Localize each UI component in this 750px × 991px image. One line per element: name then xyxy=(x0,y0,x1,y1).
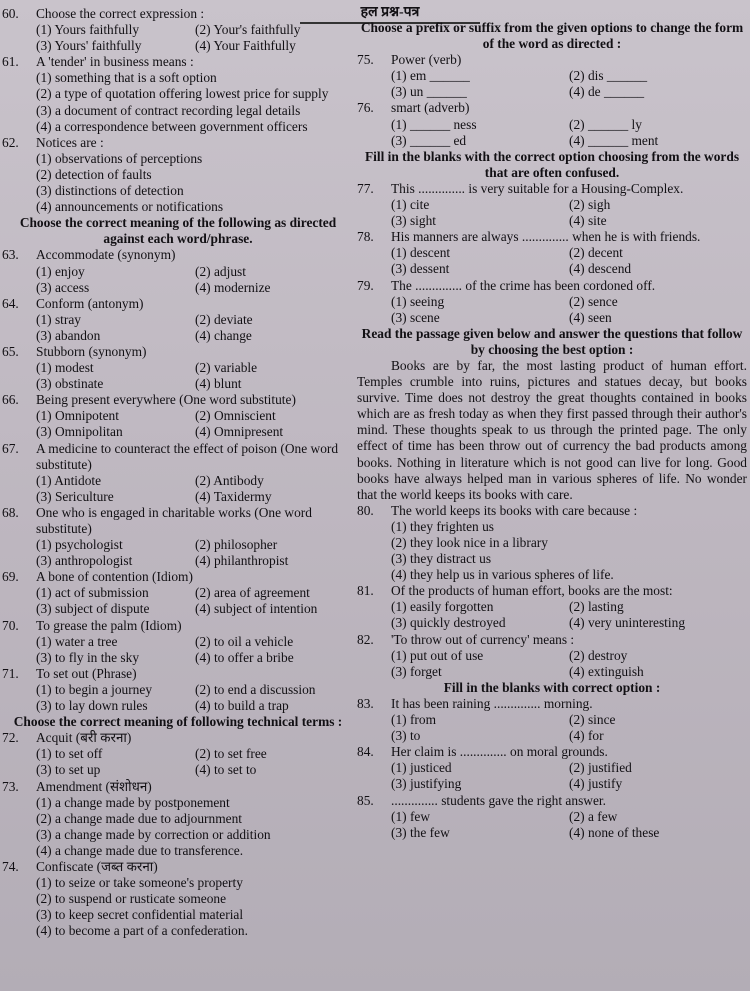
option: (1) Yours faithfully xyxy=(36,22,140,38)
option: (1) Omnipotent xyxy=(36,408,119,424)
question-number: 76. xyxy=(357,100,374,116)
question-number: 85. xyxy=(357,792,374,808)
option: (1) Antidote xyxy=(36,472,102,488)
option: (4) seen xyxy=(569,309,612,325)
option: (3) to xyxy=(391,728,421,744)
option: (2) sigh xyxy=(569,197,611,213)
option: (3) forget xyxy=(391,663,442,679)
option: (1) ______ ness xyxy=(391,116,477,132)
question-74 xyxy=(2,859,354,875)
option: (1) a change made by postponement xyxy=(36,794,230,810)
option: (2) sence xyxy=(569,293,618,309)
option: (1) few xyxy=(391,808,431,824)
question-number: 68. xyxy=(2,504,19,520)
options-82 xyxy=(357,648,747,680)
option: (3) Yours' faithfully xyxy=(36,38,142,54)
option: (2) area of agreement xyxy=(195,585,310,601)
option: (3) to set up xyxy=(36,762,101,778)
option: (1) to set off xyxy=(36,746,103,762)
section-heading: Fill in the blanks with the correct option choosing from the words that are often confused. xyxy=(364,148,740,180)
option: (3) Sericulture xyxy=(36,488,114,504)
option: (3) justifying xyxy=(391,776,462,792)
option: (2) a few xyxy=(569,808,618,824)
question-text: Of the products of human effort, books are the most: xyxy=(391,583,673,599)
option: (4) to become a part of a confederation. xyxy=(36,923,248,939)
option: (2) to set free xyxy=(195,746,267,762)
options-63 xyxy=(2,264,354,296)
question-number: 81. xyxy=(357,583,374,599)
question-80 xyxy=(357,503,747,519)
question-text: To grease the palm (Idiom) xyxy=(36,617,182,633)
question-66 xyxy=(2,392,354,408)
option: (1) easily forgotten xyxy=(391,599,494,615)
options-66 xyxy=(2,408,354,440)
right-column xyxy=(357,6,747,841)
option: (1) stray xyxy=(36,311,81,327)
option: (1) descent xyxy=(391,245,451,261)
option: (3) sight xyxy=(391,213,437,229)
option: (4) a correspondence between government officers xyxy=(36,118,308,134)
option: (3) dessent xyxy=(391,261,450,277)
option: (4) subject of intention xyxy=(195,601,318,617)
option: (1) cite xyxy=(391,197,430,213)
option: (2) since xyxy=(569,712,616,728)
option: (2) they look nice in a library xyxy=(391,535,548,550)
option: (1) from xyxy=(391,712,436,728)
question-text: A 'tender' in business means : xyxy=(36,54,194,70)
question-number: 67. xyxy=(2,440,19,456)
option: (2) destroy xyxy=(569,647,628,663)
question-60 xyxy=(2,6,354,22)
options-75 xyxy=(357,68,747,100)
section-heading: Choose the correct meaning of the following as directed against each word/phrase. xyxy=(19,215,337,247)
option: (4) to build a trap xyxy=(195,698,289,714)
option: (3) ______ ed xyxy=(391,132,467,148)
option: (4) Omnipresent xyxy=(195,424,284,440)
question-number: 66. xyxy=(2,392,19,408)
option: (2) deviate xyxy=(195,311,253,327)
option: (4) de ______ xyxy=(569,84,645,100)
question-text: This .............. is very suitable for a Housing-Complex. xyxy=(391,180,684,196)
options-62 xyxy=(2,151,354,215)
option: (2) a change made due to adjournment xyxy=(36,810,242,826)
option: (2) detection of faults xyxy=(36,166,152,182)
question-number: 78. xyxy=(357,229,374,245)
question-text: Being present everywhere (One word substitute) xyxy=(36,392,296,408)
option: (2) dis ______ xyxy=(569,68,648,84)
option: (4) to set to xyxy=(195,762,257,778)
option: (3) abandon xyxy=(36,327,101,343)
question-number: 79. xyxy=(357,277,374,293)
question-63 xyxy=(2,247,354,263)
question-number: 62. xyxy=(2,134,19,150)
question-text: One who is engaged in charitable works (One word substitute) xyxy=(36,504,312,536)
options-68 xyxy=(2,537,354,569)
question-79 xyxy=(357,278,747,294)
question-text: Amendment (संशोधन) xyxy=(36,778,152,794)
options-85 xyxy=(357,809,747,841)
question-text: Accommodate (synonym) xyxy=(36,247,176,263)
options-77 xyxy=(357,197,747,229)
option: (2) to suspend or rusticate someone xyxy=(36,891,227,907)
question-62 xyxy=(2,135,354,151)
options-83 xyxy=(357,712,747,744)
question-text: smart (adverb) xyxy=(391,100,470,116)
option: (1) seeing xyxy=(391,293,445,309)
option: (1) psychologist xyxy=(36,537,123,553)
option: (4) philanthropist xyxy=(195,553,289,569)
option: (1) modest xyxy=(36,360,94,376)
option: (4) blunt xyxy=(195,376,242,392)
options-79 xyxy=(357,294,747,326)
option: (4) modernize xyxy=(195,279,271,295)
question-84 xyxy=(357,744,747,760)
options-73 xyxy=(2,795,354,859)
option: (1) put out of use xyxy=(391,647,484,663)
option: (3) they distract us xyxy=(391,551,492,567)
option: (1) enjoy xyxy=(36,263,85,279)
options-78 xyxy=(357,245,747,277)
question-text: Power (verb) xyxy=(391,52,462,68)
question-text: To set out (Phrase) xyxy=(36,665,137,681)
option: (2) ______ ly xyxy=(569,116,642,132)
question-text: Confiscate (जब्त करना) xyxy=(36,858,158,874)
question-text: The world keeps its books with care because : xyxy=(391,502,638,518)
question-number: 60. xyxy=(2,6,19,21)
question-number: 75. xyxy=(357,52,374,68)
question-85 xyxy=(357,793,747,809)
question-number: 83. xyxy=(357,695,374,711)
option: (4) to offer a bribe xyxy=(195,649,294,665)
question-text: 'To throw out of currency' means : xyxy=(391,631,575,647)
question-text: Notices are : xyxy=(36,134,104,150)
option: (2) Your's faithfully xyxy=(195,22,301,38)
option: (4) a change made due to transference. xyxy=(36,842,244,858)
option: (2) a type of quotation offering lowest price for supply xyxy=(36,86,329,102)
section-heading: Fill in the blanks with correct option : xyxy=(443,679,661,695)
option: (3) to keep secret confidential material xyxy=(36,907,244,923)
section-heading: Choose the correct meaning of following technical terms : xyxy=(13,714,343,730)
option: (3) Omnipolitan xyxy=(36,424,123,440)
option: (2) justified xyxy=(569,760,632,776)
options-65 xyxy=(2,360,354,392)
option: (1) to seize or take someone's property xyxy=(36,875,243,891)
option: (4) descend xyxy=(569,261,632,277)
option: (3) quickly destroyed xyxy=(391,615,506,631)
section-heading: Read the passage given below and answer the questions that follow by choosing the best option : xyxy=(361,325,743,357)
question-70 xyxy=(2,618,354,634)
question-number: 77. xyxy=(357,180,374,196)
option: (2) to oil a vehicle xyxy=(195,633,294,649)
options-64 xyxy=(2,312,354,344)
options-69 xyxy=(2,585,354,617)
options-72 xyxy=(2,746,354,778)
option: (4) they help us in various spheres of life. xyxy=(391,567,614,583)
option: (2) to end a discussion xyxy=(195,681,316,697)
options-70 xyxy=(2,634,354,666)
question-text: Her claim is .............. on moral grounds. xyxy=(391,744,608,760)
option: (4) very uninteresting xyxy=(569,615,686,631)
question-number: 80. xyxy=(357,502,374,518)
question-number: 69. xyxy=(2,569,19,585)
options-71 xyxy=(2,682,354,714)
question-73 xyxy=(2,779,354,795)
option: (1) act of submission xyxy=(36,585,149,601)
option: (1) observations of perceptions xyxy=(36,150,203,166)
option: (3) anthropologist xyxy=(36,553,133,569)
option: (2) adjust xyxy=(195,263,246,279)
option: (3) scene xyxy=(391,309,440,325)
options-60 xyxy=(2,22,354,54)
question-81 xyxy=(357,583,747,599)
option: (4) for xyxy=(569,728,604,744)
question-number: 63. xyxy=(2,247,19,263)
option: (4) change xyxy=(195,327,252,343)
question-number: 71. xyxy=(2,665,19,681)
question-75 xyxy=(357,52,747,68)
question-text: .............. students gave the right answer. xyxy=(391,792,606,808)
question-76 xyxy=(357,100,747,116)
question-68 xyxy=(2,505,354,537)
page-header: हल प्रश्न-पत्र xyxy=(300,2,480,24)
option: (2) lasting xyxy=(569,599,624,615)
question-text: A bone of contention (Idiom) xyxy=(36,569,193,585)
question-78 xyxy=(357,229,747,245)
option: (3) to lay down rules xyxy=(36,698,148,714)
options-84 xyxy=(357,760,747,792)
option: (3) distinctions of detection xyxy=(36,183,184,199)
question-number: 70. xyxy=(2,617,19,633)
option: (1) em ______ xyxy=(391,68,470,84)
option: (3) the few xyxy=(391,824,450,840)
option: (2) Omniscient xyxy=(195,408,276,424)
question-72 xyxy=(2,730,354,746)
question-82 xyxy=(357,632,747,648)
option: (2) decent xyxy=(569,245,623,261)
option: (4) ______ ment xyxy=(569,132,659,148)
options-67 xyxy=(2,473,354,505)
question-number: 82. xyxy=(357,631,374,647)
question-text: Stubborn (synonym) xyxy=(36,343,147,359)
reading-passage: Books are by far, the most lasting product of human effort. Temples crumble into ruins, pictures and statues decay, but books survive. Time does not destroy the great thoughts contained in books which are as fresh today as when they first passed through their author's mind. These thoughts speak to us through the printed page. The only effect of time has been throw out of currency the bad products among books. Nothing in literature which is not good can live for long. Good books have always helped man in various spheres of life. No wonder that the world keeps its books with care. xyxy=(357,357,747,502)
option: (2) Antibody xyxy=(195,472,264,488)
question-text: A medicine to counteract the effect of poison (One word substitute) xyxy=(36,440,339,472)
question-61 xyxy=(2,54,354,70)
option: (3) un ______ xyxy=(391,84,467,100)
option: (1) to begin a journey xyxy=(36,681,153,697)
option: (4) announcements or notifications xyxy=(36,199,224,215)
question-text: It has been raining .............. morning. xyxy=(391,695,593,711)
question-number: 61. xyxy=(2,54,19,70)
question-text: The .............. of the crime has been cordoned off. xyxy=(391,277,656,293)
options-74 xyxy=(2,875,354,939)
question-67 xyxy=(2,441,354,473)
option: (1) they frighten us xyxy=(391,518,495,534)
options-81 xyxy=(357,599,747,631)
question-text: Choose the correct expression : xyxy=(36,6,205,21)
option: (3) access xyxy=(36,279,90,295)
question-text: Conform (antonym) xyxy=(36,295,144,311)
question-71 xyxy=(2,666,354,682)
question-text: Acquit (बरी करना) xyxy=(36,730,132,746)
question-text: His manners are always .............. when he is with friends. xyxy=(391,229,701,245)
option: (3) subject of dispute xyxy=(36,601,150,617)
question-83 xyxy=(357,696,747,712)
option: (1) water a tree xyxy=(36,633,118,649)
option: (2) variable xyxy=(195,360,258,376)
question-number: 84. xyxy=(357,744,374,760)
question-65 xyxy=(2,344,354,360)
option: (4) none of these xyxy=(569,824,660,840)
option: (4) Your Faithfully xyxy=(195,38,296,54)
question-77 xyxy=(357,181,747,197)
option: (3) a change made by correction or addition xyxy=(36,826,271,842)
option: (1) justiced xyxy=(391,760,452,776)
options-76 xyxy=(357,117,747,149)
option: (3) to fly in the sky xyxy=(36,649,140,665)
option: (3) obstinate xyxy=(36,376,104,392)
options-61 xyxy=(2,70,354,134)
question-number: 64. xyxy=(2,295,19,311)
question-64 xyxy=(2,296,354,312)
question-number: 65. xyxy=(2,343,19,359)
question-number: 72. xyxy=(2,730,19,746)
section-heading: Choose a prefix or suffix from the given options to change the form of the word as directed : xyxy=(360,20,744,52)
question-number: 73. xyxy=(2,778,19,794)
option: (4) Taxidermy xyxy=(195,488,272,504)
option: (4) justify xyxy=(569,776,623,792)
option: (3) a document of contract recording legal details xyxy=(36,102,301,118)
option: (2) philosopher xyxy=(195,537,278,553)
option: (4) extinguish xyxy=(569,663,644,679)
question-number: 74. xyxy=(2,858,19,874)
question-69 xyxy=(2,569,354,585)
options-80 xyxy=(357,519,747,583)
option: (1) something that is a soft option xyxy=(36,70,217,86)
option: (4) site xyxy=(569,213,607,229)
left-column xyxy=(2,6,354,939)
